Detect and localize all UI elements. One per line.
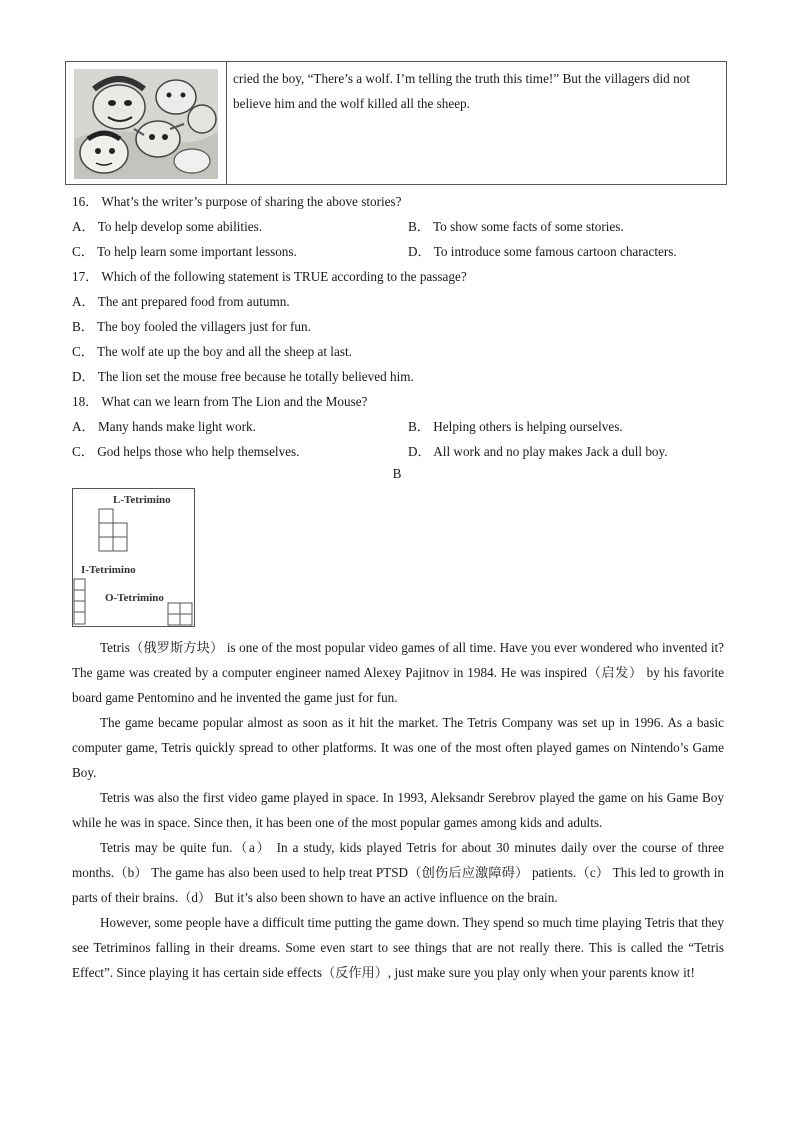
- question-17-stem: 17． Which of the following statement is TRUE according to the passage?: [72, 269, 467, 284]
- tetrimino-figure: [72, 488, 195, 627]
- story-box: [65, 61, 727, 185]
- i-tetrimino-label: I-Tetrimino: [81, 564, 136, 576]
- question-16-stem: 16． What’s the writer’s purpose of sharing the above stories?: [72, 194, 402, 209]
- question-18-option-b[interactable]: B． Helping others is helping ourselves.: [408, 419, 623, 434]
- question-18-stem: 18． What can we learn from The Lion and the Mouse?: [72, 394, 368, 409]
- cartoon-illustration: [74, 69, 218, 179]
- paragraph-4: Tetris may be quite fun.（a） In a study, kids played Tetris for about 30 minutes daily over the course of three months.（b） The game has also been used to help treat PTSD（创伤后应激障碍） patients.（c） This led to growth in parts of their brains.（d） But it’s also been shown to have an active influence on the brain.: [72, 840, 724, 905]
- paragraph-2: The game became popular almost as soon as it hit the market. The Tetris Company was set up in 1996. As a basic computer game, Tetris quickly spread to other platforms. It was one of the most often played games on Nintendo’s Game Boy.: [72, 715, 724, 780]
- question-18-option-a[interactable]: A． Many hands make light work.: [72, 419, 256, 434]
- o-tetrimino-label: O-Tetrimino: [105, 592, 164, 604]
- question-18-option-d[interactable]: D． All work and no play makes Jack a dull boy.: [408, 444, 668, 459]
- question-16-option-d[interactable]: D． To introduce some famous cartoon characters.: [408, 244, 677, 259]
- paragraph-1: Tetris（俄罗斯方块） is one of the most popular video games of all time. Have you ever wondered who invented it? The game was created by a computer engineer named Alexey Pajitnov in 1984. He was inspired（启发） by his favorite board game Pentomino and he invented the game just for fun.: [72, 640, 724, 705]
- story-text: cried the boy, “There’s a wolf. I’m telling the truth this time!” But the villagers did not believe him and the wolf killed all the sheep.: [233, 71, 690, 111]
- table-divider: [226, 62, 227, 184]
- question-18-option-c[interactable]: C． God helps those who help themselves.: [72, 444, 300, 459]
- question-16-option-c[interactable]: C． To help learn some important lessons.: [72, 244, 297, 259]
- paragraph-3: Tetris was also the first video game played in space. In 1993, Aleksandr Serebrov played the game on his Game Boy while he was in space. Since then, it has been one of the most popular games among kids and adults.: [72, 790, 724, 830]
- paragraph-5: However, some people have a difficult time putting the game down. They spend so much time playing Tetris that they see Tetriminos falling in their dreams. Some even start to see things that are not really there. This is called the “Tetris Effect”. Since playing it has certain side effects（反作用）, just make sure you play only when your parents know it!: [72, 915, 724, 980]
- l-tetrimino-shape: [99, 509, 127, 551]
- i-tetrimino-shape: [74, 579, 85, 624]
- question-16-option-a[interactable]: A． To help develop some abilities.: [72, 219, 263, 234]
- o-tetrimino-shape: [168, 603, 192, 625]
- question-17-option-b[interactable]: B． The boy fooled the villagers just for fun.: [72, 319, 311, 334]
- l-tetrimino-label: L-Tetrimino: [113, 494, 171, 506]
- question-16-option-b[interactable]: B． To show some facts of some stories.: [408, 219, 624, 234]
- question-17-option-c[interactable]: C． The wolf ate up the boy and all the sheep at last.: [72, 344, 352, 359]
- question-17-option-d[interactable]: D． The lion set the mouse free because he totally believed him.: [72, 369, 414, 384]
- question-17-option-a[interactable]: A． The ant prepared food from autumn.: [72, 294, 290, 309]
- section-label: B: [392, 466, 402, 481]
